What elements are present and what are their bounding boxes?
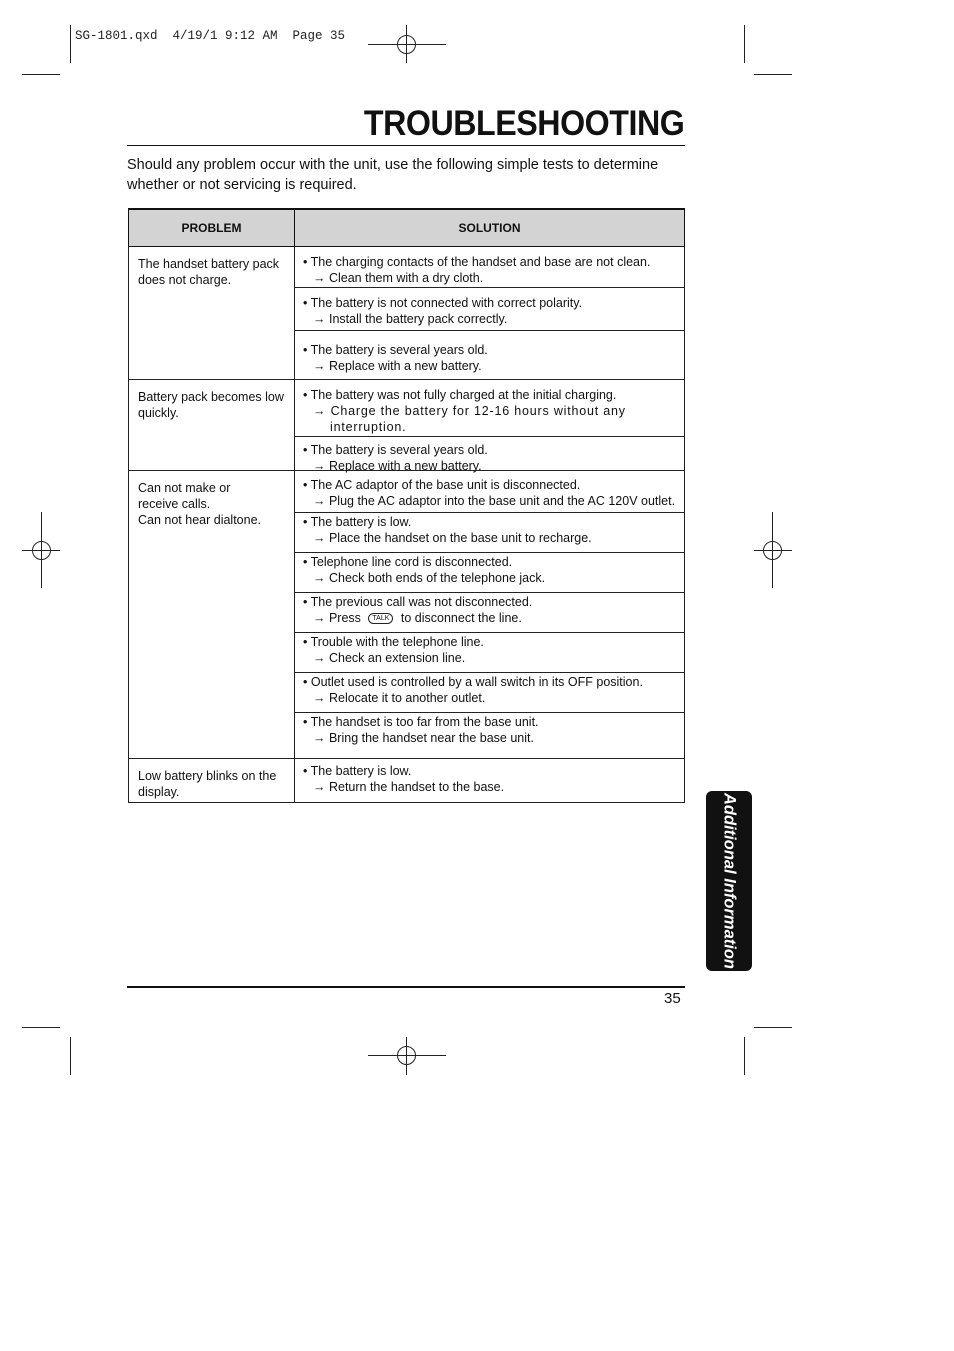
fix-text: → Install the battery pack correctly. — [313, 312, 508, 326]
solution-cell — [295, 759, 685, 803]
fix-text: → Place the handset on the base unit to recharge. — [313, 531, 592, 545]
cause-text: • The battery is low. — [303, 515, 412, 529]
cause-text: • The handset is too far from the base unit. — [303, 715, 539, 729]
solution-item — [295, 759, 684, 801]
fix-text: → Check an extension line. — [313, 651, 466, 665]
cause-text: • The battery is not connected with correct polarity. — [303, 296, 583, 310]
solution-cell — [295, 471, 685, 759]
solution-header: SOLUTION — [295, 209, 685, 247]
table-row — [129, 380, 685, 471]
fix-text: → Clean them with a dry cloth. — [313, 271, 484, 285]
problem-cell: The handset battery pack does not charge. — [129, 247, 295, 380]
section-tab-label: Additional Information — [720, 793, 739, 969]
solution-item — [295, 471, 684, 512]
solution-item — [295, 552, 684, 592]
solution-item — [295, 287, 684, 330]
solution-item — [295, 712, 684, 758]
title-rule — [127, 145, 685, 146]
table-row — [129, 471, 685, 759]
page-title: TROUBLESHOOTING — [363, 104, 684, 143]
solution-item — [295, 247, 684, 287]
solution-item — [295, 380, 684, 436]
troubleshooting-table — [128, 208, 685, 803]
problem-cell: Battery pack becomes low quickly. — [129, 380, 295, 471]
cause-text: • The battery was not fully charged at the initial charging. — [303, 388, 617, 402]
table-row — [129, 759, 685, 803]
solution-item — [295, 632, 684, 672]
solution-item — [295, 512, 684, 552]
cause-text: • The battery is several years old. — [303, 443, 488, 457]
talk-key-icon: TALK — [368, 613, 393, 624]
fix-text: → Charge the battery for 12-16 hours without any interruption. — [313, 404, 626, 434]
cause-text: • The charging contacts of the handset and base are not clean. — [303, 255, 651, 269]
cause-text: • The AC adaptor of the base unit is disconnected. — [303, 478, 581, 492]
solution-item — [295, 330, 684, 379]
fix-text: → Check both ends of the telephone jack. — [313, 571, 546, 585]
cause-text: • Outlet used is controlled by a wall switch in its OFF position. — [303, 675, 643, 689]
solution-cell — [295, 380, 685, 471]
fix-text: → Replace with a new battery. — [313, 459, 482, 473]
fix-text: → Plug the AC adaptor into the base unit and the AC 120V outlet. — [313, 494, 676, 508]
cause-text: • The previous call was not disconnected. — [303, 595, 533, 609]
problem-cell: Can not make or receive calls. Can not hear dialtone. — [129, 471, 295, 759]
fix-text: → Replace with a new battery. — [313, 359, 482, 373]
section-tab — [706, 791, 752, 971]
fix-text: → Press TALK to disconnect the line. — [313, 611, 522, 625]
table-row — [129, 247, 685, 380]
intro-paragraph: Should any problem occur with the unit, use the following simple tests to determine whether or not servicing is required. — [127, 157, 659, 193]
cause-text: • The battery is low. — [303, 764, 412, 778]
solution-item — [295, 592, 684, 632]
cause-text: • Trouble with the telephone line. — [303, 635, 484, 649]
cause-text: • Telephone line cord is disconnected. — [303, 555, 513, 569]
fix-text: → Relocate it to another outlet. — [313, 691, 486, 705]
solution-cell — [295, 247, 685, 380]
print-header: SG-1801.qxd 4/19/1 9:12 AM Page 35 — [75, 29, 346, 43]
page-number: 35 — [664, 990, 681, 1007]
solution-item — [295, 436, 684, 473]
problem-cell: Low battery blinks on the display. — [129, 759, 295, 803]
cause-text: • The battery is several years old. — [303, 343, 488, 357]
fix-text: → Bring the handset near the base unit. — [313, 731, 534, 745]
solution-item — [295, 672, 684, 712]
footer-rule — [127, 986, 685, 988]
problem-header: PROBLEM — [129, 209, 295, 247]
fix-text: → Return the handset to the base. — [313, 780, 505, 794]
